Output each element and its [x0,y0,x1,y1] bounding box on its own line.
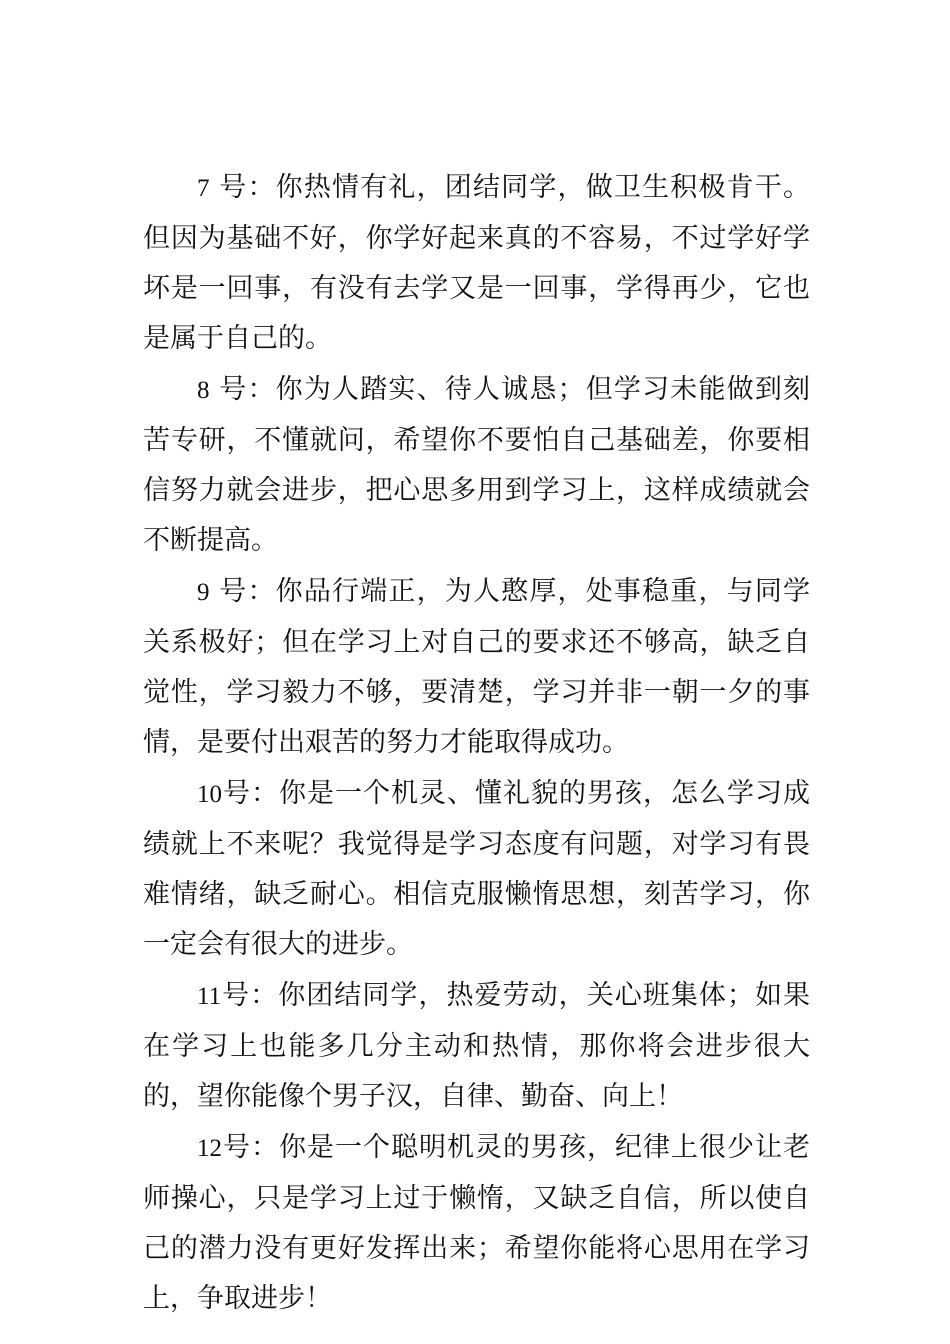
comment-text: 你是一个机灵、懂礼貌的男孩，怎么学习成绩就上不来呢？我觉得是学习态度有问题，对学习有畏难情绪，缺乏耐心。相信克服懒惰思想，刻苦学习，你一定会有很大的进步。 [143,778,810,960]
comment-paragraph-10 [143,769,810,970]
student-number: 8 [197,377,210,404]
comment-text: 你品行端正，为人憨厚，处事稳重，与同学关系极好；但在学习上对自己的要求还不够高，缺乏自觉性，学习毅力不够，要清楚，学习并非一朝一夕的事情，是要付出艰苦的努力才能取得成功。 [143,576,811,758]
comment-text: 你是一个聪明机灵的男孩，纪律上很少让老师操心，只是学习上过于懒惰，又缺乏自信，所以使自己的潜力没有更好发挥出来；希望你能将心思用在学习上，争取进步！ [143,1132,810,1314]
comment-paragraph-12 [143,1123,810,1324]
comment-text: 你热情有礼，团结同学，做卫生积极肯干。但因为基础不好，你学好起来真的不容易，不过学好学坏是一回事，有没有去学又是一回事，学得再少，它也是属于自己的。 [143,172,811,354]
student-number: 7 [197,175,210,202]
student-number: 10 [197,781,222,808]
student-number: 11 [197,983,222,1010]
number-label: 号： [221,980,279,1011]
comment-paragraph-9 [143,567,810,768]
student-number: 9 [197,579,210,606]
number-label: 号： [219,172,276,203]
comment-paragraph-11 [143,971,810,1122]
number-label: 号： [222,778,279,809]
number-label: 号： [222,1132,279,1163]
comments-body [143,163,810,1325]
number-label: 号： [219,576,276,607]
number-label: 号： [219,374,276,405]
student-number: 12 [197,1135,222,1162]
comment-text: 你为人踏实、待人诚恳；但学习未能做到刻苦专研，不懂就问，希望你不要怕自己基础差，你要相信努力就会进步，把心思多用到学习上，这样成绩就会不断提高。 [143,374,811,556]
comment-paragraph-8 [143,365,810,566]
comment-paragraph-7 [143,163,810,364]
comment-text: 你团结同学，热爱劳动，关心班集体；如果在学习上也能多几分主动和热情，那你将会进步很大的，望你能像个男子汉，自律、勤奋、向上！ [143,980,811,1112]
